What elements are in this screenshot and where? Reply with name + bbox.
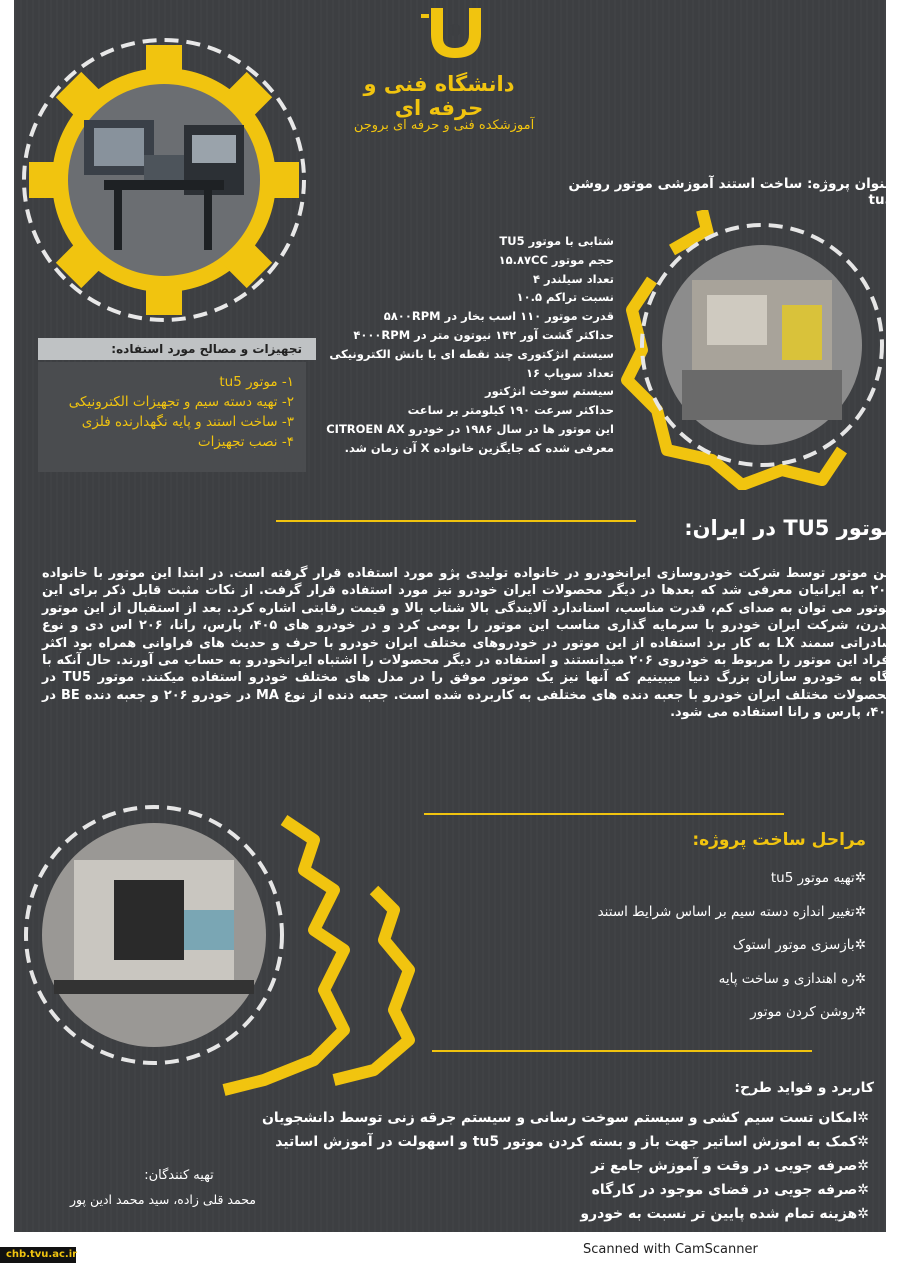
benefit-item: ✲صرفه جویی در فضای موجود در کارگاه (591, 1182, 869, 1198)
stage-item: ✲تغییر اندازه دسته سیم بر اساس شرایط استند (597, 903, 866, 920)
tu5-body: این موتور توسط شرکت خودروسازی ایرانخودرو در خانواده تولیدی پژو مورد استفاده قرار گرفته است. در ابتدا این موتور با خانواده ۲۰۶ به ایرانیان معرفی شد که بعدها در دیگر محصولات ایران خودرو نیز مورد استفاده قرار گرفت. از نکات مثبت قابل ذکر برای این موتور می توان به صدای کم، قدرت مناسب، استاندارد آلایندگی بالا شتاب بالا و قیمت رقابتی اشاره کرد. بعد از استقبال از این موتور مدرن، شرکت ایران خودرو با سرمایه گذاری مناسب این موتور را بومی کرد و در خودرو های ۴۰۵، پارس، رانا، ۲۰۶ اس دی و نوع صادراتی سمند LX به کار برد استفاده از این موتور در خودروهای مختلف ایران خودرو با حرف و حدیث های فراوانی همراه بود اکثر افراد این موتور را مربوط به خودروی ۲۰۶ میدانستند و استفاده در دیگر محصولات را اشتباه ایرانخودرو به حساب می آورند. حال آنکه با نگاه به خودرو سازان بزرگ دنیا میبینیم که آنها نیز یک موتور موفق را در مدل های مختلف خودرو استفاده میکنند. موتور TU5 در محصولات مختلف ایران خودرو با جعبه دنده های مختلفی به کاربرده شده است. جعبه دنده از نوع MA در خودرو ۲۰۶ و جعبه دنده BE در ۴۰۵، پارس و رانا استفاده می شود. (42, 566, 895, 721)
stages-list (574, 862, 866, 1030)
spec-line: حداکثر سرعت ۱۹۰ کیلومتر بر ساعت (407, 403, 614, 418)
project-title: عنوان پروژه: ساخت استند آموزشی موتور روشن tu5 (568, 176, 894, 208)
benefits-list (254, 1106, 869, 1226)
spec-line: نسبت تراکم ۱۰.۵ (516, 290, 614, 305)
gear-photo-engine (612, 210, 892, 490)
institute-name: آموزشکده فنی و حرفه ای بروجن (353, 118, 535, 133)
stage-item-text: بازسزی موتور استوک (732, 937, 855, 954)
equipment-heading-text: تجهیزات و مصالح مورد استفاده: (111, 342, 302, 356)
equipment-item: ۲- تهیه دسته سیم و تجهیزات الکترونیکی (68, 394, 294, 410)
spec-line: قدرت موتور ۱۱۰ اسب بخار در ۵۸۰۰RPM (383, 309, 614, 324)
spec-line: سیستم سوخت انژکتور (484, 384, 614, 399)
benefit-item-text: کمک به اموزش اساتیر جهت باز و بسته کردن موتور tu5 و اسهولت در آموزش اساتید (275, 1134, 858, 1150)
logo-mark-icon (409, 0, 499, 70)
equipment-item: ۱- موتور tu5 (219, 374, 294, 390)
stages-heading: مراحل ساخت پروژه: (692, 830, 866, 850)
spec-line: تعداد سیلندر ۴ (533, 271, 614, 286)
benefit-item: ✲صرفه جویی در وقت و آموزش جامع تر (591, 1158, 869, 1174)
preparers-heading: تهیه کنندگان: (144, 1168, 214, 1183)
spec-line: حجم موتور ۱۵.۸۷CC (498, 252, 614, 267)
benefit-item: ✲کمک به اموزش اساتیر جهت باز و بسته کردن موتور tu5 و اسهولت در آموزش اساتید (275, 1134, 869, 1150)
gear-photo-stand (14, 30, 314, 330)
spec-line: تعداد سوپاپ ۱۶ (525, 365, 614, 380)
benefits-heading: کاربرد و فواید طرح: (734, 1080, 874, 1096)
divider (432, 1050, 812, 1052)
equipment-heading (38, 338, 316, 360)
spec-line: سیستم انژکتوری چند نقطه ای با بانش الکترونیکی (329, 346, 614, 361)
stage-item-text: تهیه موتور tu5 (770, 870, 855, 886)
stage-item-text: روشن کردن موتور (750, 1004, 855, 1021)
spec-line: این موتور ها در سال ۱۹۸۶ در خودرو CITROEN AX (326, 421, 614, 436)
gear-photo-workshop (14, 800, 444, 1100)
equipment-item: ۳- ساخت استند و پایه نگهدارنده فلزی (81, 414, 294, 430)
spec-line: حداکثر گشت آور ۱۴۲ نیوتون متر در ۴۰۰۰RPM (353, 327, 614, 342)
stage-item: ✲ره اهندازی و ساخت پایه (718, 970, 866, 987)
benefit-item-text: هزینه تمام شده پایین تر نسبت به خودرو (580, 1206, 858, 1222)
stage-item: ✲تهیه موتور tu5 (770, 870, 866, 886)
preparers-names: محمد قلی زاده، سید محمد ادین پور (70, 1192, 256, 1207)
site-badge: chb.tvu.ac.ir (0, 1247, 76, 1263)
spec-line: معرفی شده که جایگزین خانواده X آن زمان شد. (344, 440, 614, 455)
benefit-item: ✲امکان تست سیم کشی و سیستم سوخت رسانی و سیستم جرقه زنی توسط دانشجویان (261, 1110, 869, 1126)
benefit-item-text: صرفه جویی در وقت و آموزش جامع تر (591, 1158, 858, 1174)
poster (14, 0, 896, 1232)
benefit-item-text: صرفه جویی در فضای موجود در کارگاه (591, 1182, 858, 1198)
university-name: دانشگاه فنی و حرفه ای (363, 72, 515, 120)
stage-item-text: تغییر اندازه دسته سیم بر اساس شرایط استند (597, 903, 855, 920)
equipment-list (38, 372, 294, 452)
scanner-watermark: Scanned with CamScanner (583, 1242, 758, 1257)
stage-item: ✲بازسزی موتور استوک (732, 937, 866, 954)
equipment-item: ۴- نصب تجهیزات (197, 434, 294, 450)
divider (276, 520, 636, 522)
engine-specs (314, 232, 614, 458)
spec-line: شتابی با موتور TU5 (499, 234, 614, 248)
benefit-item-text: امکان تست سیم کشی و سیستم سوخت رسانی و سیستم جرقه زنی توسط دانشجویان (261, 1110, 858, 1126)
divider (424, 813, 784, 815)
stage-item-text: ره اهندازی و ساخت پایه (718, 970, 855, 987)
stage-item: ✲روشن کردن موتور (750, 1004, 866, 1021)
tu5-heading: موتور TU5 در ایران: (684, 516, 896, 540)
benefit-item: ✲هزینه تمام شده پایین تر نسبت به خودرو (580, 1206, 869, 1222)
